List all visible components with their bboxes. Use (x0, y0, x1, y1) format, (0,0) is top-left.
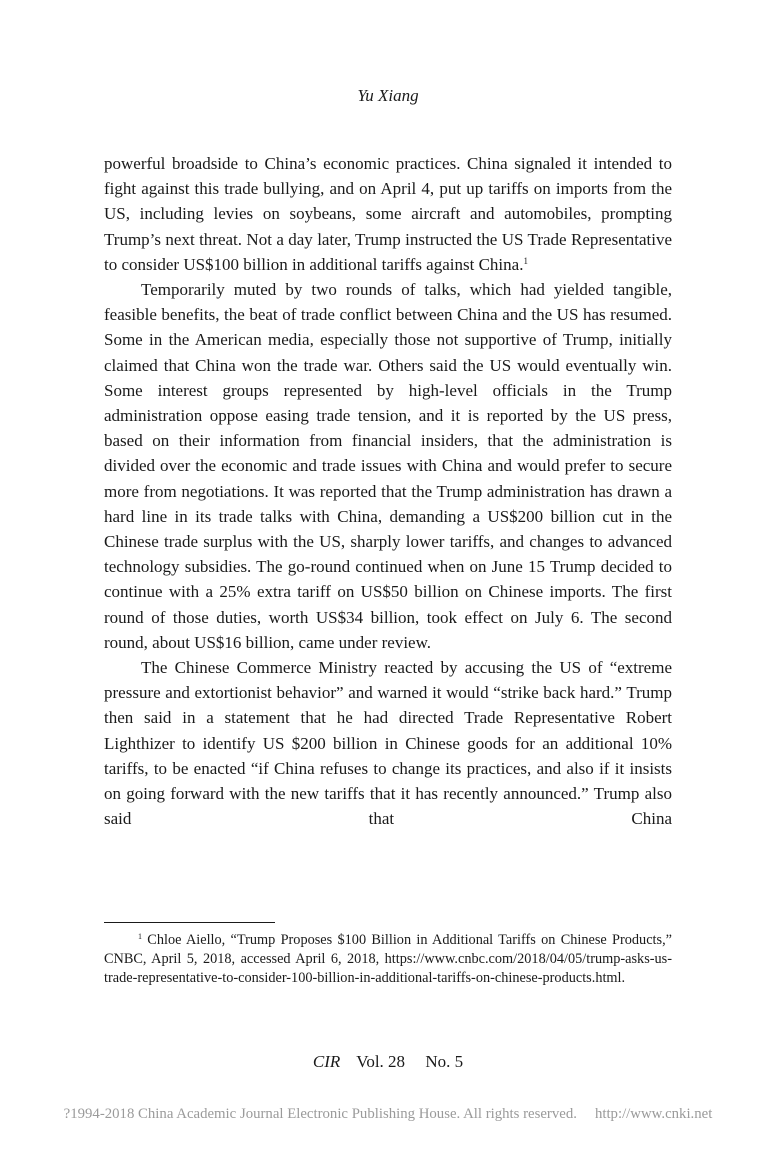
paragraph-1-text: powerful broadside to China’s economic practices. China signaled it intended to fight against this trade bullying, and on April 4, put up tariffs on imports from the US, including levies on soybeans, some aircraft and automobiles, prompting Trump’s next threat. Not a day later, Trump instructed the US Trade Representative to consider US$100 billion in additional tariffs against China. (104, 154, 672, 274)
article-body (104, 151, 672, 831)
paragraph-1 (104, 151, 672, 277)
footnote-text: Chloe Aiello, “Trump Proposes $100 Billion in Additional Tariffs on Chinese Products,” CNBC, April 5, 2018, accessed April 6, 2018, https://www.cnbc.com/2018/04/05/trump-asks-us-trade-representative-to-consider-100-billion-in-additional-tariffs-on-chinese-products.html. (104, 932, 673, 986)
cnki-link[interactable]: http://www.cnki.net (594, 1106, 713, 1122)
footnote-divider (104, 922, 275, 923)
page-footer (0, 1052, 776, 1072)
copyright-line (0, 1106, 776, 1123)
footnote (104, 931, 672, 987)
paragraph-3: The Chinese Commerce Ministry reacted by accusing the US of “extreme pressure and extortionist behavior” and warned it would “strike back hard.” Trump then said in a statement that he had directed Trade Representative Robert Lighthizer to identify US $200 billion in Chinese goods for an additional 10% tariffs, to be enacted “if China refuses to change its practices, and also if it insists on going forward with the new tariffs that it has recently announced.” Trump also said that China (104, 658, 672, 829)
footnote-reference-1[interactable]: 1 (523, 255, 528, 266)
footnote-number: 1 (138, 932, 142, 941)
footnote-1 (104, 931, 672, 987)
running-header-author: Yu Xiang (357, 86, 419, 105)
copyright-text: ?1994-2018 China Academic Journal Electronic Publishing House. All rights reserved. (63, 1106, 577, 1122)
volume-number: Vol. 28 (356, 1052, 406, 1071)
issue-number: No. 5 (425, 1052, 464, 1071)
journal-abbreviation: CIR (312, 1052, 341, 1071)
paragraph-2: Temporarily muted by two rounds of talks, which had yielded tangible, feasible benefits, the beat of trade conflict between China and the US has resumed. Some in the American media, especially those not supportive of Trump, initially claimed that China won the trade war. Others said the US would eventually win. Some interest groups represented by high-level officials in the Trump administration oppose easing trade tension, and it is reported by the US press, based on their information from financial insiders, that the administration is divided over the economic and trade issues with China and would prefer to secure more from negotiations. It was reported that the Trump administration has drawn a hard line in its trade talks with China, demanding a US$200 billion cut in the Chinese trade surplus with the US, sharply lower tariffs, and changes to advanced technology subsidies. The go-round continued when on June 15 Trump decided to continue with a 25% extra tariff on US$50 billion on Chinese imports. The first round of those duties, worth US$34 billion, took effect on July 6. The second round, about US$16 billion, came under review. (104, 280, 672, 652)
